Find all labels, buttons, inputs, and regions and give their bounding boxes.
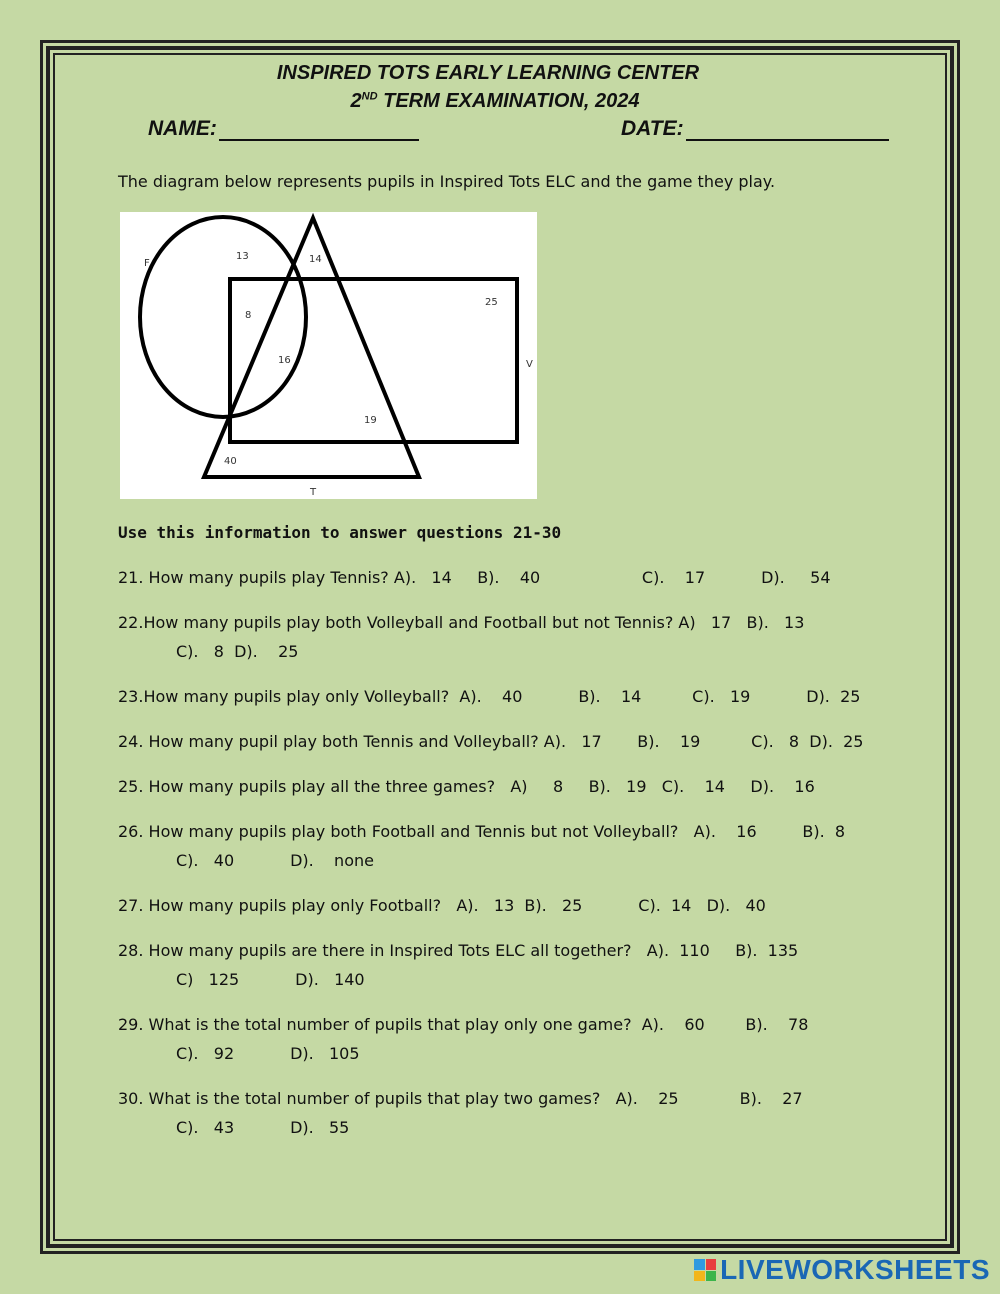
date-label: DATE: bbox=[621, 117, 684, 140]
question-30: 30. What is the total number of pupils that play two games? A). 25 B). 27 bbox=[118, 1089, 803, 1108]
label-v: V bbox=[526, 359, 533, 370]
instructions: Use this information to answer questions 21-30 bbox=[118, 523, 562, 542]
question-27: 27. How many pupils play only Football? A). 13 B). 25 C). 14 D). 40 bbox=[118, 896, 766, 915]
liveworksheets-footer[interactable] bbox=[694, 1254, 990, 1286]
question-29-options: C). 92 D). 105 bbox=[176, 1044, 360, 1063]
question-26-options: C). 40 D). none bbox=[176, 851, 374, 870]
value-forty: 40 bbox=[224, 456, 237, 467]
question-25: 25. How many pupils play all the three games? A) 8 B). 19 C). 14 D). 16 bbox=[118, 777, 815, 796]
football-circle bbox=[140, 217, 306, 417]
question-29: 29. What is the total number of pupils that play only one game? A). 60 B). 78 bbox=[118, 1015, 809, 1034]
label-t: T bbox=[310, 487, 317, 498]
question-30-options: C). 43 D). 55 bbox=[176, 1118, 350, 1137]
name-input-line[interactable] bbox=[219, 119, 419, 141]
question-22-options: C). 8 D). 25 bbox=[176, 642, 299, 661]
question-22: 22.How many pupils play both Volleyball and Football but not Tennis? A) 17 B). 13 bbox=[118, 613, 805, 632]
intro-text: The diagram below represents pupils in Inspired Tots ELC and the game they play. bbox=[118, 172, 776, 191]
venn-diagram bbox=[120, 212, 537, 499]
liveworksheets-logo-icon bbox=[694, 1259, 716, 1281]
name-field bbox=[148, 117, 419, 141]
label-f: F bbox=[144, 258, 150, 269]
date-input-line[interactable] bbox=[686, 119, 889, 141]
question-21: 21. How many pupils play Tennis? A). 14 B). 40 C). 17 D). 54 bbox=[118, 568, 831, 587]
liveworksheets-brand: LIVEWORKSHEETS bbox=[720, 1254, 990, 1285]
question-26: 26. How many pupils play both Football and Tennis but not Volleyball? A). 16 B). 8 bbox=[118, 822, 846, 841]
question-23: 23.How many pupils play only Volleyball? A). 40 B). 14 C). 19 D). 25 bbox=[118, 687, 861, 706]
value-tennis-only: 14 bbox=[309, 254, 322, 265]
value-all-three: 16 bbox=[278, 355, 291, 366]
value-football-only: 13 bbox=[236, 251, 249, 262]
question-28: 28. How many pupils are there in Inspired Tots ELC all together? A). 110 B). 135 bbox=[118, 941, 799, 960]
date-field bbox=[621, 117, 889, 141]
value-tennis-volleyball: 19 bbox=[364, 415, 377, 426]
value-volleyball-only: 25 bbox=[485, 297, 498, 308]
exam-title: 2ND TERM EXAMINATION, 2024 bbox=[350, 90, 640, 112]
value-football-volleyball: 8 bbox=[245, 310, 252, 321]
question-28-options: C) 125 D). 140 bbox=[176, 970, 365, 989]
school-title: INSPIRED TOTS EARLY LEARNING CENTER bbox=[276, 62, 700, 84]
name-label: NAME: bbox=[148, 117, 217, 140]
question-24: 24. How many pupil play both Tennis and Volleyball? A). 17 B). 19 C). 8 D). 25 bbox=[118, 732, 864, 751]
